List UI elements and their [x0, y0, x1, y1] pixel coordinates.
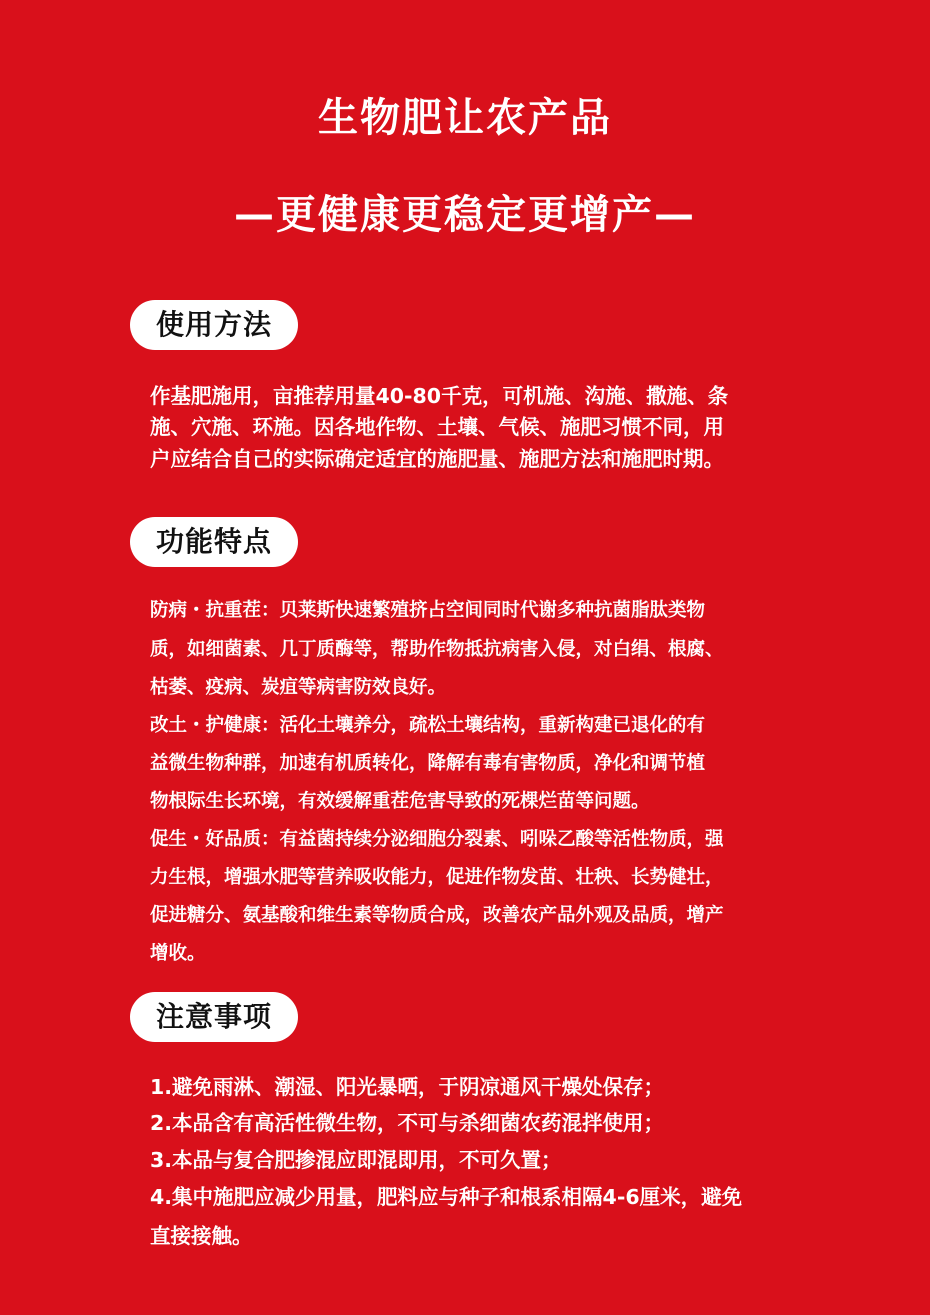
text-line: 促进糖分、氨基酸和维生素等物质合成，改善农产品外观及品质，增产 — [150, 905, 724, 926]
text-line: 户应结合自己的实际确定适宜的施肥量、施肥方法和施肥时期。 — [150, 447, 724, 471]
section-heading-precautions: 注意事项 — [130, 992, 298, 1042]
text-line: 力生根，增强水肥等营养吸收能力，促进作物发苗、壮秧、长势健壮， — [150, 867, 724, 888]
page-subtitle: —更健康更稳定更增产— — [234, 192, 696, 238]
page-title: 生物肥让农产品 — [318, 95, 612, 141]
text-line: 2.本品含有高活性微生物，不可与杀细菌农药混拌使用； — [150, 1111, 665, 1135]
section-heading-usage: 使用方法 — [130, 300, 298, 350]
text-line: 直接接触。 — [150, 1224, 253, 1248]
text-line: 枯萎、疫病、炭疽等病害防效良好。 — [150, 677, 447, 698]
text-line: 促生・好品质：有益菌持续分泌细胞分裂素、吲哚乙酸等活性物质，强 — [150, 829, 724, 850]
text-line: 质，如细菌素、几丁质酶等，帮助作物抵抗病害入侵，对白绢、根腐、 — [150, 639, 724, 660]
text-line: 3.本品与复合肥掺混应即混即用，不可久置； — [150, 1148, 562, 1172]
text-line: 4.集中施肥应减少用量，肥料应与种子和根系相隔4-6厘米，避免 — [150, 1185, 743, 1209]
text-line: 增收。 — [150, 943, 206, 964]
text-line: 改土・护健康：活化土壤养分，疏松土壤结构，重新构建已退化的有 — [150, 715, 706, 736]
text-line: 1.避免雨淋、潮湿、阳光暴晒，于阴凉通风干燥处保存； — [150, 1075, 665, 1099]
section-heading-features: 功能特点 — [130, 517, 298, 567]
text-line: 作基肥施用，亩推荐用量40-80千克，可机施、沟施、撒施、条 — [150, 384, 729, 408]
text-line: 物根际生长环境，有效缓解重茬危害导致的死棵烂苗等问题。 — [150, 791, 650, 812]
text-line: 防病・抗重茬：贝莱斯快速繁殖挤占空间同时代谢多种抗菌脂肽类物 — [150, 600, 706, 621]
text-line: 益微生物种群，加速有机质转化，降解有毒有害物质，净化和调节植 — [150, 753, 706, 774]
text-line: 施、穴施、环施。因各地作物、土壤、气候、施肥习惯不同，用 — [150, 415, 724, 439]
